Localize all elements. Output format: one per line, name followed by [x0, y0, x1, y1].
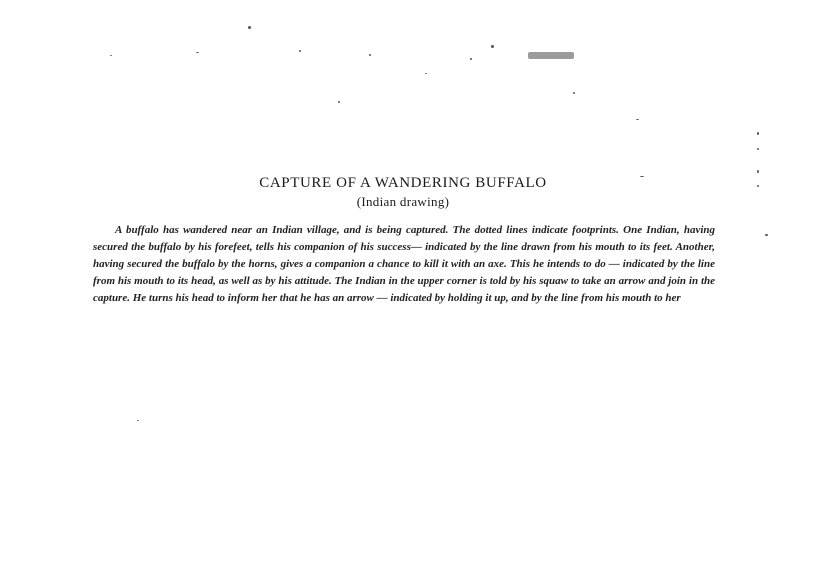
- caption-subtitle: (Indian drawing): [356, 194, 450, 209]
- scan-speck: [573, 92, 575, 94]
- scan-speck: [110, 55, 112, 56]
- scan-speck: [137, 420, 139, 421]
- scan-speck: [757, 132, 759, 135]
- scan-speck: [757, 170, 759, 173]
- scan-speck: [425, 73, 427, 74]
- scan-speck: [491, 45, 494, 48]
- caption-title: CAPTURE OF A WANDERING BUFFALO: [259, 175, 547, 191]
- scan-speck: [196, 52, 199, 53]
- scan-speck: [757, 148, 759, 150]
- library-stamp-mark: [528, 52, 574, 59]
- scan-speck: [765, 234, 768, 236]
- caption-body: A buffalo has wandered near an Indian village, and is being captured. The dotted lines indicate footprints. One Indian, having secured the buffalo by his forefeet, tells his companion of his success— indicated by the line drawn from his mouth to its feet. Another, having secured the buffalo by the horns, gives a companion a chance to kill it with an axe. This he intends to do — indicated by the line from his mouth to its head, as well as by his attitude. The Indian in the upper corner is told by his squaw to take an arrow and join in the capture. He turns his head to inform her that he has an arrow — indicated by holding it up, and by the line from his mouth to her: [93, 224, 715, 305]
- scan-speck: [299, 50, 301, 52]
- scan-speck: [248, 26, 251, 29]
- scan-speck: [369, 54, 371, 56]
- scan-speck: [636, 119, 639, 120]
- scan-speck: [470, 58, 472, 60]
- scan-speck: [338, 101, 340, 103]
